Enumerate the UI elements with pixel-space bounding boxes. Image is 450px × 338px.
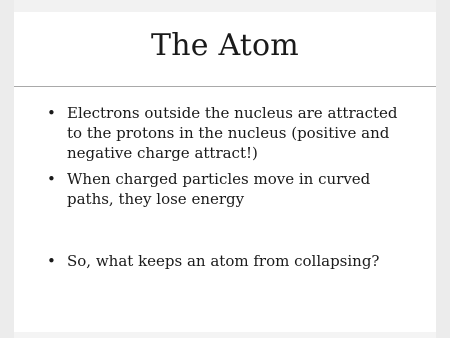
title-divider [14, 86, 436, 87]
bullet-marker: • [47, 170, 56, 188]
bullet-item [45, 251, 407, 271]
slide-frame-bottom [14, 332, 436, 338]
slide-frame-top [14, 0, 436, 12]
bullet-text: So, what keeps an atom from collapsing? [67, 252, 380, 270]
bullet-text: Electrons outside the nucleus are attracted to the protons in the nucleus (positive and negative charge attract!) [67, 104, 398, 162]
bullet-item [45, 169, 407, 209]
bullet-item [45, 103, 407, 163]
slide-frame-right [436, 0, 450, 338]
bullet-marker: • [47, 104, 56, 122]
bullet-list [45, 103, 407, 271]
bullet-text: When charged particles move in curved paths, they lose energy [67, 170, 371, 208]
bullet-marker: • [47, 252, 56, 270]
slide-title: The Atom [151, 28, 299, 63]
slide-frame-left [0, 0, 14, 338]
